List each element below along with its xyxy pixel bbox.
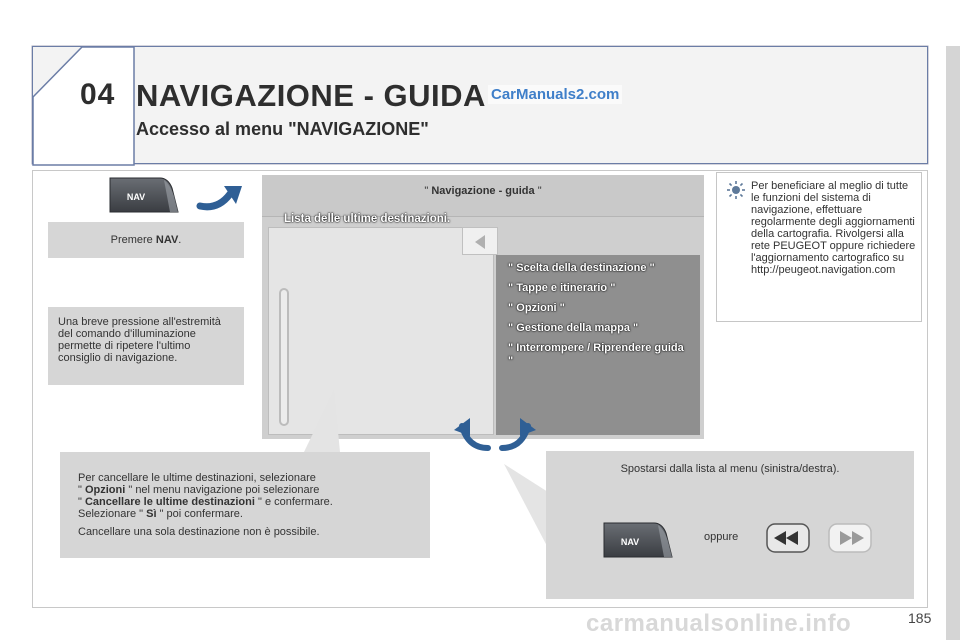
- menu-item-map[interactable]: " Gestione della mappa ": [508, 322, 639, 334]
- menu-item-destination[interactable]: " Scelta della destinazione ": [508, 262, 655, 274]
- rewind-button-icon: [766, 523, 810, 553]
- page-title: NAVIGAZIONE - GUIDA: [136, 78, 486, 113]
- nav-button-icon: [108, 176, 180, 214]
- move-text: Spostarsi dalla lista al menu (sinistra/destra).: [620, 463, 840, 475]
- left-right-arrows-icon: [450, 414, 540, 454]
- tip-text: Per beneficiare al meglio di tutte le funzioni del sistema di navigazione, effettuare regolarmente degli aggiornamenti della cartografia. Rivolgersi alla rete PEUGEOT oppure richiedere l'aggiornamento cartografico su http://peugeot.navigation.com: [751, 180, 916, 276]
- list-scrollbar[interactable]: [279, 288, 289, 426]
- oppure-label: oppure: [704, 531, 739, 543]
- tip-sun-icon: [727, 181, 745, 199]
- chapter-tab: [0, 0, 140, 170]
- callout-pointer-left: [296, 388, 344, 458]
- cancel-instructions: Per cancellare le ultime destinazioni, selezionare " Opzioni " nel menu navigazione poi selezionare " Cancellare le ultime destinazioni " e confermare. Selezionare " Sì " poi confermare.: [78, 472, 333, 520]
- watermark-top: CarManuals2.com: [488, 85, 622, 104]
- screen-title-bar: [262, 175, 704, 217]
- svg-text:NAV: NAV: [126, 192, 146, 202]
- short-press-box: Una breve pressione all'estremità del comando d'illuminazione permette di ripetere l'ultimo consiglio di navigazione.: [48, 307, 244, 385]
- menu-item-options[interactable]: " Opzioni ": [508, 302, 565, 314]
- menu-item-stop-resume[interactable]: " Interrompere / Riprendere guida ": [508, 342, 684, 367]
- destinations-list-label: Lista delle ultime destinazioni.: [284, 213, 451, 225]
- nav-key-label: NAV: [155, 234, 179, 246]
- nav-button-icon-bottom: [602, 521, 674, 559]
- menu-item-stages[interactable]: " Tappe e itinerario ": [508, 282, 616, 294]
- page-subtitle: Accesso al menu "NAVIGAZIONE": [136, 119, 429, 139]
- svg-text:NAV: NAV: [620, 537, 640, 547]
- chapter-number: 04: [80, 78, 116, 111]
- callout-pointer-right: [500, 462, 550, 550]
- screen-title: " Navigazione - guida ": [424, 185, 542, 197]
- back-button[interactable]: [462, 227, 498, 255]
- back-arrow-icon: [463, 228, 499, 256]
- tip-box: [716, 172, 922, 322]
- forward-button-icon: [828, 523, 872, 553]
- press-nav-box: Premere NAV.: [48, 222, 244, 258]
- cancel-note: Cancellare una sola destinazione non è possibile.: [78, 526, 320, 538]
- side-strip: [946, 46, 960, 640]
- curved-arrow-icon: [196, 180, 248, 216]
- cancel-info-box: [60, 452, 430, 558]
- page-number: 185: [908, 610, 932, 626]
- nav-menu-list: [508, 262, 688, 375]
- watermark-bottom: carmanualsonline.info: [586, 610, 852, 637]
